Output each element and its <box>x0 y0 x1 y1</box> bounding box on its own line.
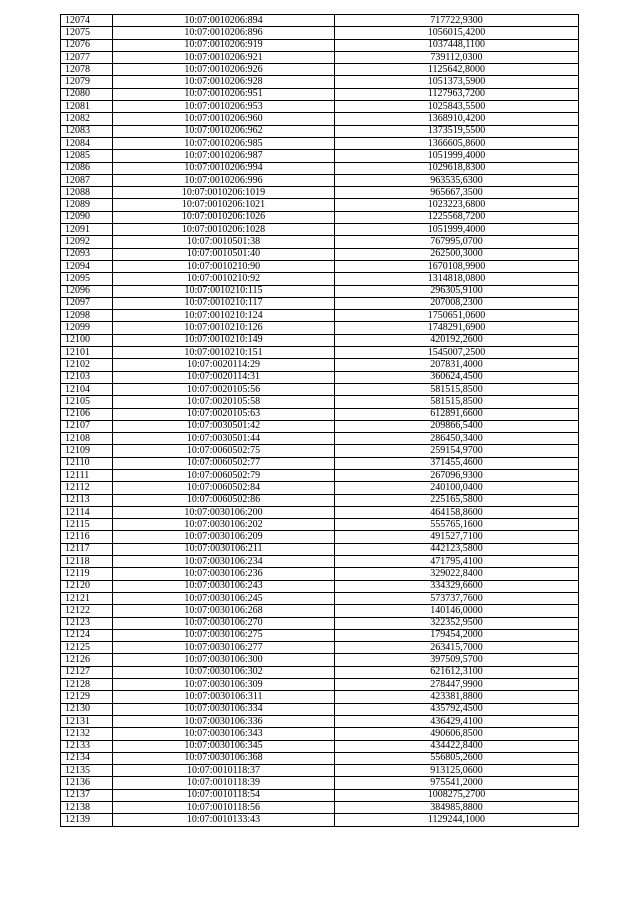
value-cell: 1373519,5500 <box>335 125 579 137</box>
row-number-cell: 12096 <box>61 285 113 297</box>
cadastral-number-cell: 10:07:0010206:960 <box>113 113 335 125</box>
row-number-cell: 12082 <box>61 113 113 125</box>
cadastral-number-cell: 10:07:0010206:953 <box>113 101 335 113</box>
table-row <box>61 199 579 211</box>
table-row <box>61 359 579 371</box>
row-number-cell: 12120 <box>61 580 113 592</box>
row-number-cell: 12130 <box>61 703 113 715</box>
value-cell: 963535,6300 <box>335 174 579 186</box>
cadastral-number-cell: 10:07:0010206:894 <box>113 15 335 27</box>
cadastral-number-cell: 10:07:0010206:985 <box>113 137 335 149</box>
value-cell: 1029618,8300 <box>335 162 579 174</box>
cadastral-number-cell: 10:07:0010206:951 <box>113 88 335 100</box>
cadastral-number-cell: 10:07:0020114:31 <box>113 371 335 383</box>
row-number-cell: 12097 <box>61 297 113 309</box>
row-number-cell: 12101 <box>61 347 113 359</box>
row-number-cell: 12093 <box>61 248 113 260</box>
table-row <box>61 580 579 592</box>
value-cell: 464158,8600 <box>335 506 579 518</box>
cadastral-number-cell: 10:07:0010206:919 <box>113 39 335 51</box>
cadastral-number-cell: 10:07:0030106:209 <box>113 531 335 543</box>
table-row <box>61 383 579 395</box>
cadastral-number-cell: 10:07:0020105:58 <box>113 396 335 408</box>
row-number-cell: 12084 <box>61 137 113 149</box>
row-number-cell: 12121 <box>61 592 113 604</box>
value-cell: 1366605,8600 <box>335 137 579 149</box>
cadastral-number-cell: 10:07:0010118:56 <box>113 802 335 814</box>
value-cell: 1748291,6900 <box>335 322 579 334</box>
table-row <box>61 260 579 272</box>
row-number-cell: 12102 <box>61 359 113 371</box>
value-cell: 420192,2600 <box>335 334 579 346</box>
cadastral-number-cell: 10:07:0010210:126 <box>113 322 335 334</box>
cadastral-number-cell: 10:07:0010210:124 <box>113 310 335 322</box>
value-cell: 140146,0000 <box>335 605 579 617</box>
row-number-cell: 12119 <box>61 568 113 580</box>
value-cell: 436429,4100 <box>335 715 579 727</box>
value-cell: 1125642,8000 <box>335 64 579 76</box>
row-number-cell: 12136 <box>61 777 113 789</box>
table-row <box>61 765 579 777</box>
table-row <box>61 150 579 162</box>
value-cell: 442123,5800 <box>335 543 579 555</box>
value-cell: 1056015,4200 <box>335 27 579 39</box>
cadastral-number-cell: 10:07:0030501:42 <box>113 420 335 432</box>
cadastral-number-cell: 10:07:0010501:40 <box>113 248 335 260</box>
table-row <box>61 777 579 789</box>
row-number-cell: 12111 <box>61 469 113 481</box>
table-row <box>61 728 579 740</box>
value-cell: 278447,9900 <box>335 679 579 691</box>
cadastral-number-cell: 10:07:0030106:245 <box>113 592 335 604</box>
row-number-cell: 12123 <box>61 617 113 629</box>
cadastral-number-cell: 10:07:0010118:37 <box>113 765 335 777</box>
value-cell: 296305,9100 <box>335 285 579 297</box>
cadastral-number-cell: 10:07:0030106:211 <box>113 543 335 555</box>
table-row <box>61 605 579 617</box>
cadastral-number-cell: 10:07:0030106:275 <box>113 629 335 641</box>
table-row <box>61 310 579 322</box>
table-row <box>61 76 579 88</box>
table-row <box>61 740 579 752</box>
cadastral-number-cell: 10:07:0010206:1028 <box>113 224 335 236</box>
cadastral-number-cell: 10:07:0010501:38 <box>113 236 335 248</box>
cadastral-number-cell: 10:07:0010210:149 <box>113 334 335 346</box>
row-number-cell: 12092 <box>61 236 113 248</box>
row-number-cell: 12125 <box>61 642 113 654</box>
table-row <box>61 334 579 346</box>
row-number-cell: 12088 <box>61 187 113 199</box>
value-cell: 267096,9300 <box>335 469 579 481</box>
value-cell: 621612,3100 <box>335 666 579 678</box>
value-cell: 767995,0700 <box>335 236 579 248</box>
value-cell: 209866,5400 <box>335 420 579 432</box>
table-row <box>61 39 579 51</box>
value-cell: 1051999,4000 <box>335 150 579 162</box>
table-row <box>61 297 579 309</box>
table-row <box>61 174 579 186</box>
cadastral-number-cell: 10:07:0010210:115 <box>113 285 335 297</box>
cadastral-number-cell: 10:07:0060502:75 <box>113 445 335 457</box>
row-number-cell: 12110 <box>61 457 113 469</box>
table-row <box>61 802 579 814</box>
value-cell: 384985,8800 <box>335 802 579 814</box>
value-cell: 913125,0600 <box>335 765 579 777</box>
value-cell: 1750651,0600 <box>335 310 579 322</box>
value-cell: 739112,0300 <box>335 51 579 63</box>
value-cell: 263415,7000 <box>335 642 579 654</box>
value-cell: 286450,3400 <box>335 433 579 445</box>
row-number-cell: 12124 <box>61 629 113 641</box>
value-cell: 423381,8800 <box>335 691 579 703</box>
cadastral-number-cell: 10:07:0060502:86 <box>113 494 335 506</box>
table-row <box>61 531 579 543</box>
value-cell: 360624,4500 <box>335 371 579 383</box>
table-row <box>61 211 579 223</box>
row-number-cell: 12078 <box>61 64 113 76</box>
row-number-cell: 12131 <box>61 715 113 727</box>
row-number-cell: 12115 <box>61 519 113 531</box>
table-row <box>61 371 579 383</box>
table-row <box>61 187 579 199</box>
row-number-cell: 12112 <box>61 482 113 494</box>
cadastral-number-cell: 10:07:0010210:151 <box>113 347 335 359</box>
cadastral-number-cell: 10:07:0030106:268 <box>113 605 335 617</box>
table-row <box>61 703 579 715</box>
cadastral-number-cell: 10:07:0030106:336 <box>113 715 335 727</box>
value-cell: 573737,7600 <box>335 592 579 604</box>
table-row <box>61 494 579 506</box>
cadastral-number-cell: 10:07:0010206:1019 <box>113 187 335 199</box>
cadastral-number-cell: 10:07:0010210:90 <box>113 260 335 272</box>
cadastral-number-cell: 10:07:0030501:44 <box>113 433 335 445</box>
row-number-cell: 12132 <box>61 728 113 740</box>
table-row <box>61 715 579 727</box>
table-row <box>61 125 579 137</box>
table-row <box>61 408 579 420</box>
value-cell: 1037448,1100 <box>335 39 579 51</box>
value-cell: 434422,8400 <box>335 740 579 752</box>
value-cell: 329022,8400 <box>335 568 579 580</box>
table-row <box>61 556 579 568</box>
value-cell: 262500,3000 <box>335 248 579 260</box>
value-cell: 259154,9700 <box>335 445 579 457</box>
table-row <box>61 568 579 580</box>
row-number-cell: 12117 <box>61 543 113 555</box>
cadastral-number-cell: 10:07:0010206:926 <box>113 64 335 76</box>
value-cell: 1670108,9900 <box>335 260 579 272</box>
cadastral-number-cell: 10:07:0030106:309 <box>113 679 335 691</box>
value-cell: 965667,3500 <box>335 187 579 199</box>
cadastral-number-cell: 10:07:0010210:92 <box>113 273 335 285</box>
cadastral-number-cell: 10:07:0020114:29 <box>113 359 335 371</box>
cadastral-number-cell: 10:07:0030106:277 <box>113 642 335 654</box>
value-cell: 491527,7100 <box>335 531 579 543</box>
row-number-cell: 12127 <box>61 666 113 678</box>
table-row <box>61 224 579 236</box>
table-row <box>61 64 579 76</box>
table-row <box>61 273 579 285</box>
cadastral-number-cell: 10:07:0010206:962 <box>113 125 335 137</box>
value-cell: 1008275,2700 <box>335 789 579 801</box>
cadastral-number-cell: 10:07:0030106:343 <box>113 728 335 740</box>
table-row <box>61 236 579 248</box>
row-number-cell: 12080 <box>61 88 113 100</box>
document-page <box>60 14 578 827</box>
value-cell: 435792,4500 <box>335 703 579 715</box>
cadastral-number-cell: 10:07:0010206:1021 <box>113 199 335 211</box>
table-row <box>61 248 579 260</box>
table-row <box>61 51 579 63</box>
table-row <box>61 543 579 555</box>
row-number-cell: 12077 <box>61 51 113 63</box>
row-number-cell: 12126 <box>61 654 113 666</box>
cadastral-number-cell: 10:07:0060502:79 <box>113 469 335 481</box>
row-number-cell: 12083 <box>61 125 113 137</box>
cadastral-number-cell: 10:07:0010206:921 <box>113 51 335 63</box>
value-cell: 471795,4100 <box>335 556 579 568</box>
row-number-cell: 12107 <box>61 420 113 432</box>
table-row <box>61 285 579 297</box>
cadastral-number-cell: 10:07:0030106:311 <box>113 691 335 703</box>
table-row <box>61 519 579 531</box>
cadastral-number-cell: 10:07:0060502:84 <box>113 482 335 494</box>
value-cell: 1051999,4000 <box>335 224 579 236</box>
row-number-cell: 12095 <box>61 273 113 285</box>
cadastral-number-cell: 10:07:0030106:202 <box>113 519 335 531</box>
cadastral-number-cell: 10:07:0030106:270 <box>113 617 335 629</box>
table-row <box>61 113 579 125</box>
cadastral-number-cell: 10:07:0010206:994 <box>113 162 335 174</box>
value-cell: 581515,8500 <box>335 383 579 395</box>
row-number-cell: 12100 <box>61 334 113 346</box>
table-row <box>61 642 579 654</box>
table-row <box>61 101 579 113</box>
cadastral-number-cell: 10:07:0030106:236 <box>113 568 335 580</box>
value-cell: 1225568,7200 <box>335 211 579 223</box>
cadastral-number-cell: 10:07:0010133:43 <box>113 814 335 826</box>
cadastral-number-cell: 10:07:0010206:896 <box>113 27 335 39</box>
cadastral-number-cell: 10:07:0030106:345 <box>113 740 335 752</box>
table-row <box>61 666 579 678</box>
table-row <box>61 162 579 174</box>
cadastral-number-cell: 10:07:0020105:56 <box>113 383 335 395</box>
row-number-cell: 12099 <box>61 322 113 334</box>
row-number-cell: 12139 <box>61 814 113 826</box>
row-number-cell: 12091 <box>61 224 113 236</box>
cadastral-number-cell: 10:07:0030106:368 <box>113 752 335 764</box>
cadastral-number-cell: 10:07:0010210:117 <box>113 297 335 309</box>
row-number-cell: 12086 <box>61 162 113 174</box>
cadastral-number-cell: 10:07:0060502:77 <box>113 457 335 469</box>
row-number-cell: 12087 <box>61 174 113 186</box>
cadastral-number-cell: 10:07:0010118:39 <box>113 777 335 789</box>
table-row <box>61 592 579 604</box>
cadastral-number-cell: 10:07:0030106:334 <box>113 703 335 715</box>
row-number-cell: 12137 <box>61 789 113 801</box>
row-number-cell: 12106 <box>61 408 113 420</box>
row-number-cell: 12089 <box>61 199 113 211</box>
row-number-cell: 12081 <box>61 101 113 113</box>
row-number-cell: 12129 <box>61 691 113 703</box>
cadastral-number-cell: 10:07:0030106:200 <box>113 506 335 518</box>
value-cell: 334329,6600 <box>335 580 579 592</box>
row-number-cell: 12108 <box>61 433 113 445</box>
value-cell: 975541,2000 <box>335 777 579 789</box>
value-cell: 555765,1600 <box>335 519 579 531</box>
table-row <box>61 420 579 432</box>
table-row <box>61 15 579 27</box>
value-cell: 717722,9300 <box>335 15 579 27</box>
row-number-cell: 12113 <box>61 494 113 506</box>
table-row <box>61 752 579 764</box>
row-number-cell: 12116 <box>61 531 113 543</box>
value-cell: 1051373,5900 <box>335 76 579 88</box>
value-cell: 1545007,2500 <box>335 347 579 359</box>
row-number-cell: 12133 <box>61 740 113 752</box>
row-number-cell: 12079 <box>61 76 113 88</box>
value-cell: 490606,8500 <box>335 728 579 740</box>
cadastral-number-cell: 10:07:0010206:1026 <box>113 211 335 223</box>
row-number-cell: 12109 <box>61 445 113 457</box>
table-row <box>61 88 579 100</box>
row-number-cell: 12138 <box>61 802 113 814</box>
table-row <box>61 445 579 457</box>
table-row <box>61 433 579 445</box>
cadastral-number-cell: 10:07:0010206:996 <box>113 174 335 186</box>
table-row <box>61 322 579 334</box>
table-row <box>61 469 579 481</box>
value-cell: 556805,2600 <box>335 752 579 764</box>
row-number-cell: 12104 <box>61 383 113 395</box>
value-cell: 207008,2300 <box>335 297 579 309</box>
row-number-cell: 12128 <box>61 679 113 691</box>
cadastral-number-cell: 10:07:0030106:243 <box>113 580 335 592</box>
cadastral-number-cell: 10:07:0020105:63 <box>113 408 335 420</box>
row-number-cell: 12075 <box>61 27 113 39</box>
value-cell: 1314818,0800 <box>335 273 579 285</box>
value-cell: 371455,4600 <box>335 457 579 469</box>
table-row <box>61 617 579 629</box>
table-row <box>61 629 579 641</box>
row-number-cell: 12114 <box>61 506 113 518</box>
value-cell: 397509,5700 <box>335 654 579 666</box>
value-cell: 1368910,4200 <box>335 113 579 125</box>
row-number-cell: 12134 <box>61 752 113 764</box>
value-cell: 207831,4000 <box>335 359 579 371</box>
value-cell: 1025843,5500 <box>335 101 579 113</box>
table-body <box>61 15 579 827</box>
table-row <box>61 396 579 408</box>
value-cell: 1023223,6800 <box>335 199 579 211</box>
row-number-cell: 12105 <box>61 396 113 408</box>
data-table <box>60 14 579 827</box>
row-number-cell: 12094 <box>61 260 113 272</box>
value-cell: 240100,0400 <box>335 482 579 494</box>
cadastral-number-cell: 10:07:0030106:302 <box>113 666 335 678</box>
table-row <box>61 457 579 469</box>
row-number-cell: 12118 <box>61 556 113 568</box>
table-row <box>61 137 579 149</box>
table-row <box>61 814 579 826</box>
row-number-cell: 12074 <box>61 15 113 27</box>
value-cell: 1127963,7200 <box>335 88 579 100</box>
table-row <box>61 691 579 703</box>
cadastral-number-cell: 10:07:0030106:234 <box>113 556 335 568</box>
table-row <box>61 27 579 39</box>
value-cell: 322352,9500 <box>335 617 579 629</box>
value-cell: 612891,6600 <box>335 408 579 420</box>
cadastral-number-cell: 10:07:0010118:54 <box>113 789 335 801</box>
table-row <box>61 347 579 359</box>
value-cell: 581515,8500 <box>335 396 579 408</box>
value-cell: 1129244,1000 <box>335 814 579 826</box>
row-number-cell: 12076 <box>61 39 113 51</box>
row-number-cell: 12098 <box>61 310 113 322</box>
row-number-cell: 12085 <box>61 150 113 162</box>
value-cell: 179454,2000 <box>335 629 579 641</box>
row-number-cell: 12122 <box>61 605 113 617</box>
cadastral-number-cell: 10:07:0030106:300 <box>113 654 335 666</box>
table-row <box>61 679 579 691</box>
table-row <box>61 482 579 494</box>
row-number-cell: 12103 <box>61 371 113 383</box>
value-cell: 225165,5800 <box>335 494 579 506</box>
row-number-cell: 12135 <box>61 765 113 777</box>
row-number-cell: 12090 <box>61 211 113 223</box>
cadastral-number-cell: 10:07:0010206:987 <box>113 150 335 162</box>
table-row <box>61 789 579 801</box>
table-row <box>61 654 579 666</box>
table-row <box>61 506 579 518</box>
cadastral-number-cell: 10:07:0010206:928 <box>113 76 335 88</box>
